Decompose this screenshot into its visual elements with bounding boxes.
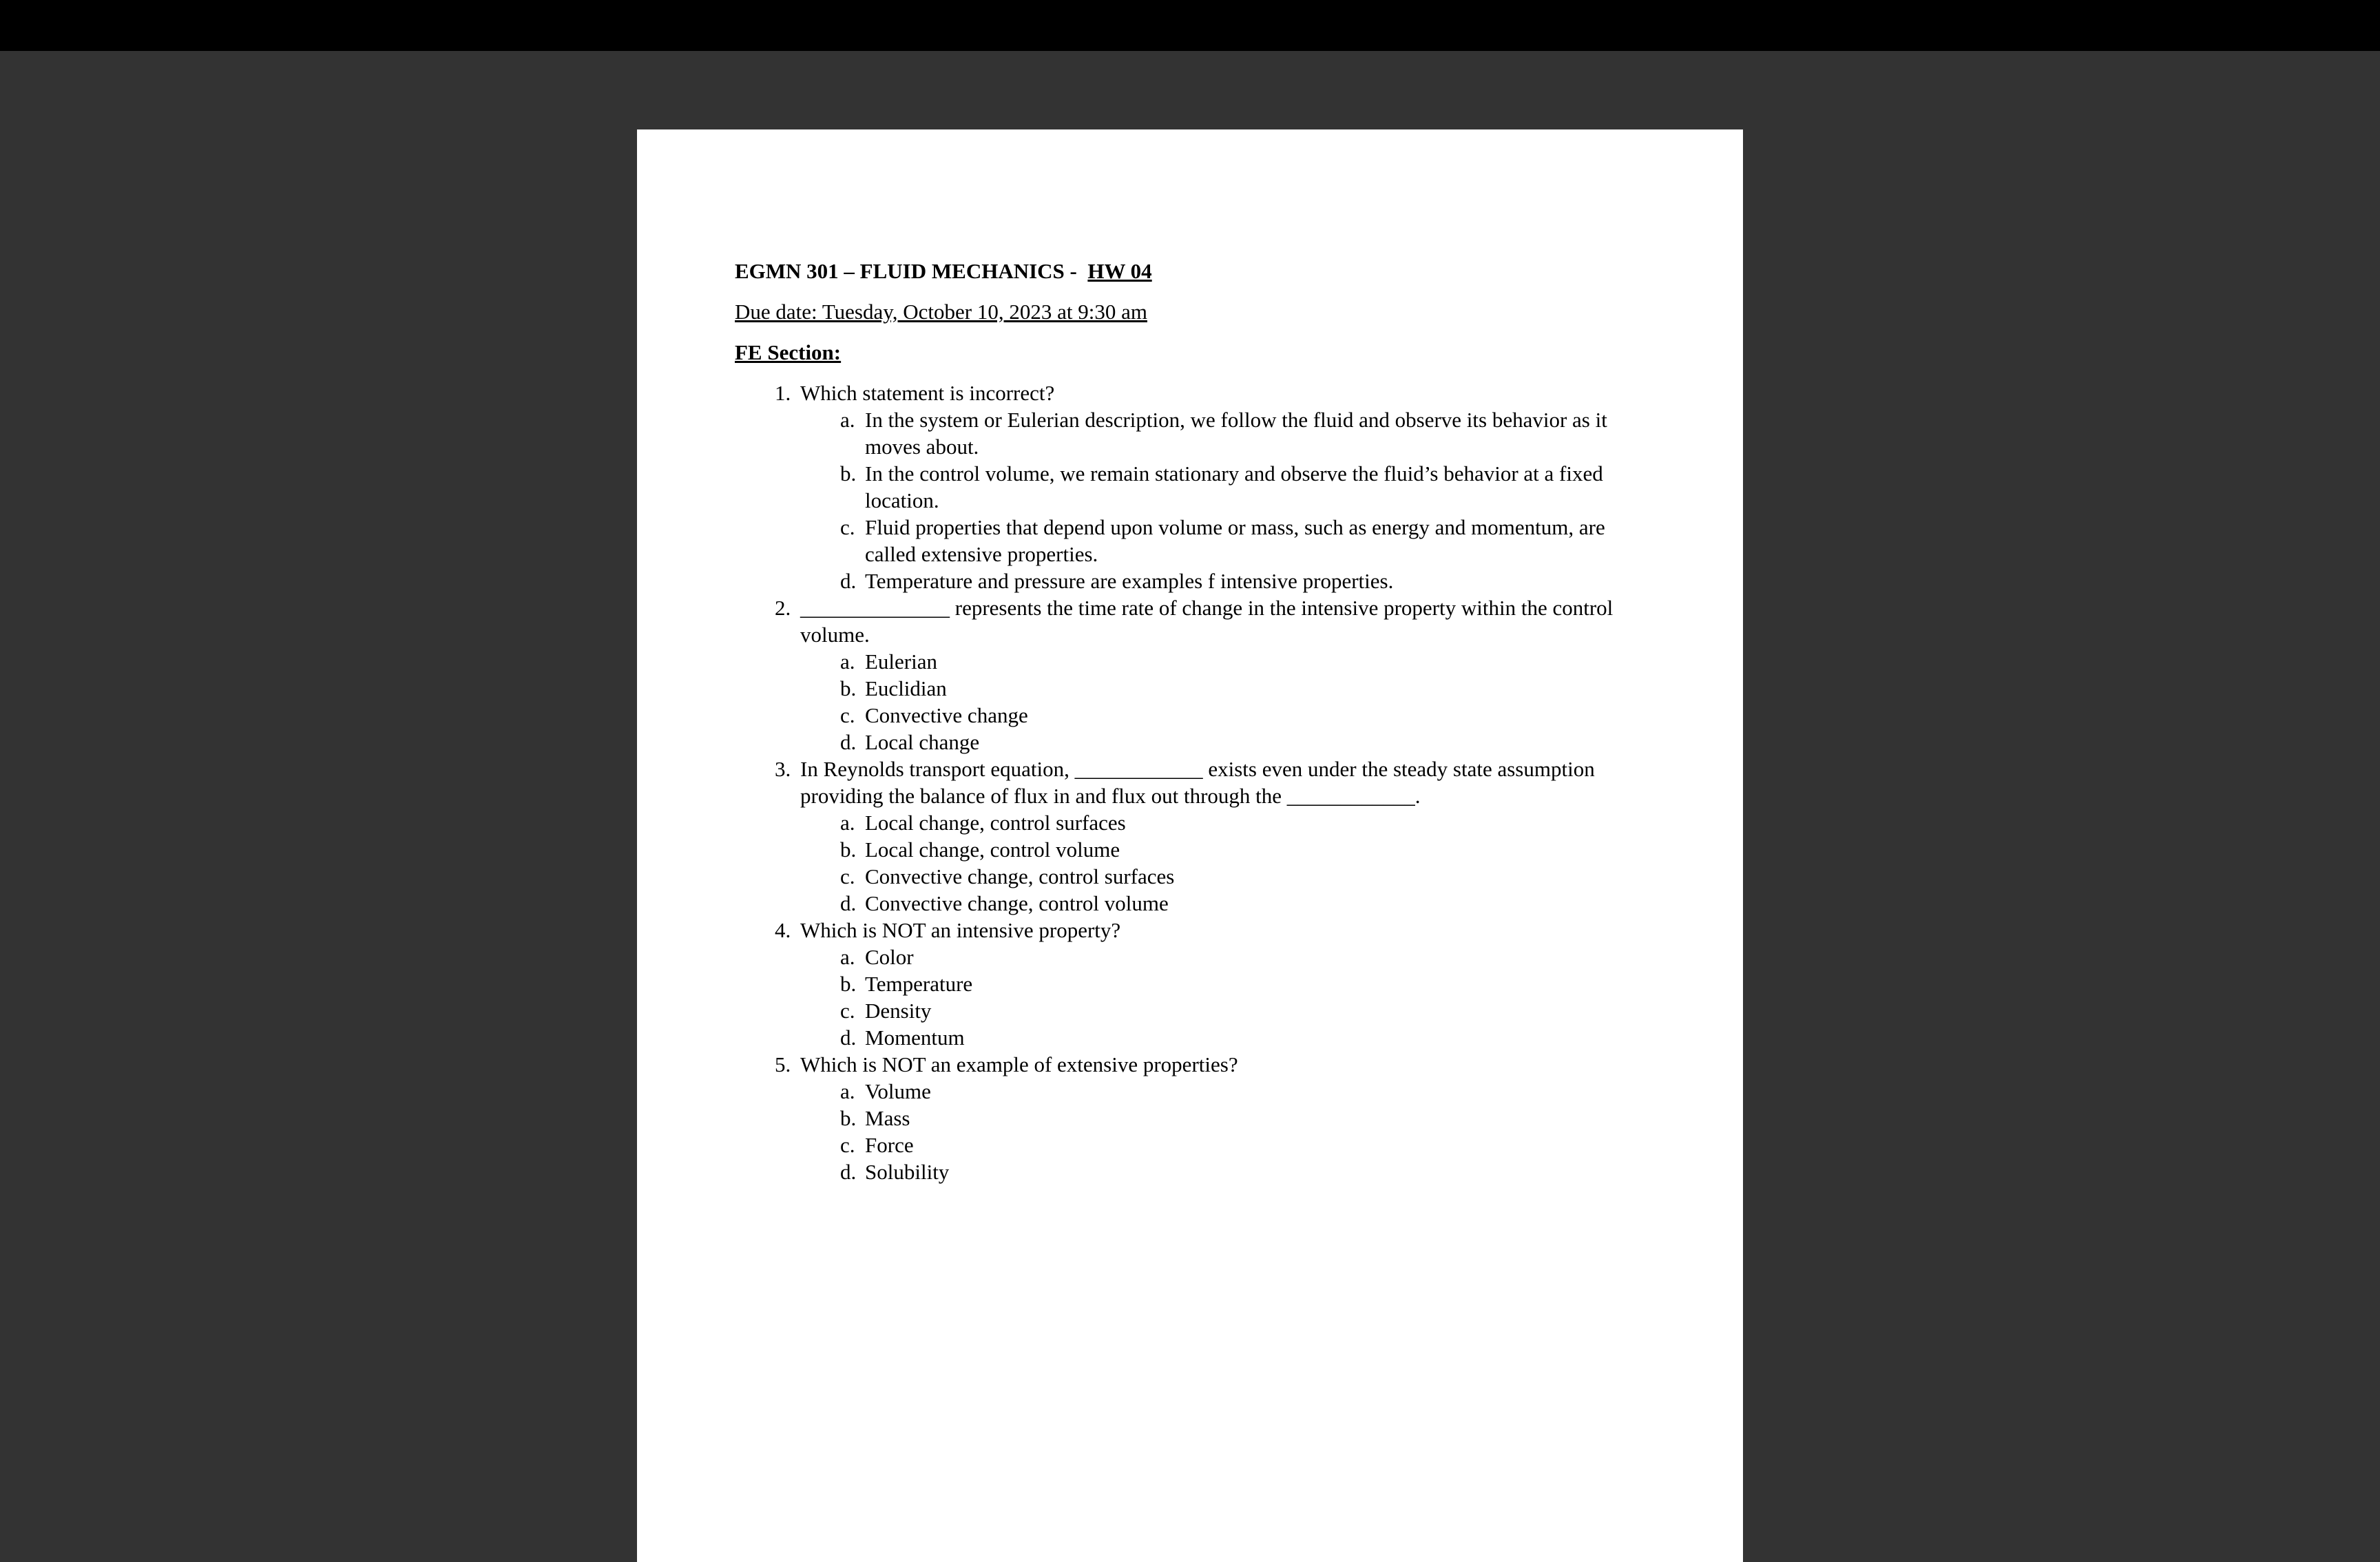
page-content (735, 258, 1658, 1185)
question-text: Which is NOT an intensive property? (800, 918, 1121, 942)
option-item (735, 460, 1658, 514)
option-letter: b. (840, 1106, 857, 1130)
option-item (735, 567, 1658, 594)
question-text: Which is NOT an example of extensive properties? (800, 1052, 1238, 1076)
question-number: 1. (775, 381, 791, 405)
option-letter: a. (840, 649, 855, 674)
question-2 (735, 594, 1658, 756)
option-text: Convective change, control surfaces (865, 864, 1175, 888)
option-text: Eulerian (865, 649, 938, 674)
option-letter: c. (840, 1133, 855, 1157)
section-heading: FE Section: (735, 340, 842, 364)
top-toolbar (0, 0, 2380, 51)
option-text: Local change, control volume (865, 837, 1120, 862)
option-letter: c. (840, 703, 855, 727)
option-letter: b. (840, 676, 857, 700)
option-item (735, 648, 1658, 675)
option-text: Force (865, 1133, 914, 1157)
option-text: Solubility (865, 1160, 950, 1184)
question-text: In Reynolds transport equation, ____________ exists even under the steady state assumption providing the balance of flux in and flux out through the ____________. (800, 757, 1595, 808)
option-list (800, 944, 1658, 1051)
option-text: Temperature (865, 972, 973, 996)
question-text: ______________ represents the time rate of change in the intensive property within the control volume. (800, 596, 1614, 647)
document-page (637, 129, 1743, 1562)
option-list (800, 809, 1658, 917)
option-letter: c. (840, 864, 855, 888)
option-letter: c. (840, 999, 855, 1023)
option-list (800, 406, 1658, 594)
option-text: In the system or Eulerian description, we follow the fluid and observe its behavior as it moves about. (865, 408, 1607, 459)
option-text: Local change (865, 730, 980, 754)
option-letter: d. (840, 569, 857, 593)
option-letter: d. (840, 1160, 857, 1184)
option-item (735, 1078, 1658, 1105)
option-list (800, 648, 1658, 756)
option-text: Density (865, 999, 932, 1023)
option-letter: d. (840, 891, 857, 915)
option-letter: a. (840, 1079, 855, 1103)
option-letter: b. (840, 972, 857, 996)
title-homework: HW 04 (1087, 259, 1152, 283)
option-item (735, 944, 1658, 970)
title-course: EGMN 301 – FLUID MECHANICS - (735, 259, 1077, 283)
option-item (735, 1132, 1658, 1158)
document-viewer[interactable] (0, 51, 2380, 1539)
option-item (735, 514, 1658, 567)
option-item (735, 997, 1658, 1024)
option-item (735, 970, 1658, 997)
question-number: 3. (775, 757, 791, 781)
option-item (735, 863, 1658, 890)
option-text: Local change, control surfaces (865, 811, 1126, 835)
option-text: Momentum (865, 1025, 965, 1050)
option-item (735, 1024, 1658, 1051)
option-item (735, 890, 1658, 917)
question-5 (735, 1051, 1658, 1185)
option-letter: b. (840, 461, 857, 486)
option-text: Euclidian (865, 676, 947, 700)
option-text: Color (865, 945, 914, 969)
option-list (800, 1078, 1658, 1185)
option-item (735, 1158, 1658, 1185)
option-letter: d. (840, 1025, 857, 1050)
option-letter: b. (840, 837, 857, 862)
page-title (735, 258, 1658, 284)
question-4 (735, 917, 1658, 1051)
option-text: Volume (865, 1079, 931, 1103)
option-item (735, 729, 1658, 756)
option-text: Fluid properties that depend upon volume or mass, such as energy and momentum, are called extensive properties. (865, 515, 1605, 566)
question-number: 5. (775, 1052, 791, 1076)
option-text: Convective change, control volume (865, 891, 1169, 915)
option-letter: a. (840, 945, 855, 969)
option-text: Temperature and pressure are examples f intensive properties. (865, 569, 1394, 593)
option-item (735, 675, 1658, 702)
option-text: In the control volume, we remain stationary and observe the fluid’s behavior at a fixed location. (865, 461, 1603, 512)
due-date: Due date: Tuesday, October 10, 2023 at 9:30 am (735, 300, 1147, 324)
option-letter: a. (840, 408, 855, 432)
option-item (735, 406, 1658, 460)
option-letter: a. (840, 811, 855, 835)
option-letter: d. (840, 730, 857, 754)
question-3 (735, 756, 1658, 917)
option-text: Convective change (865, 703, 1028, 727)
option-letter: c. (840, 515, 855, 539)
option-item (735, 836, 1658, 863)
option-item (735, 809, 1658, 836)
question-number: 4. (775, 918, 791, 942)
option-item (735, 702, 1658, 729)
option-text: Mass (865, 1106, 910, 1130)
option-item (735, 1105, 1658, 1132)
question-number: 2. (775, 596, 791, 620)
question-1 (735, 379, 1658, 594)
question-text: Which statement is incorrect? (800, 381, 1055, 405)
